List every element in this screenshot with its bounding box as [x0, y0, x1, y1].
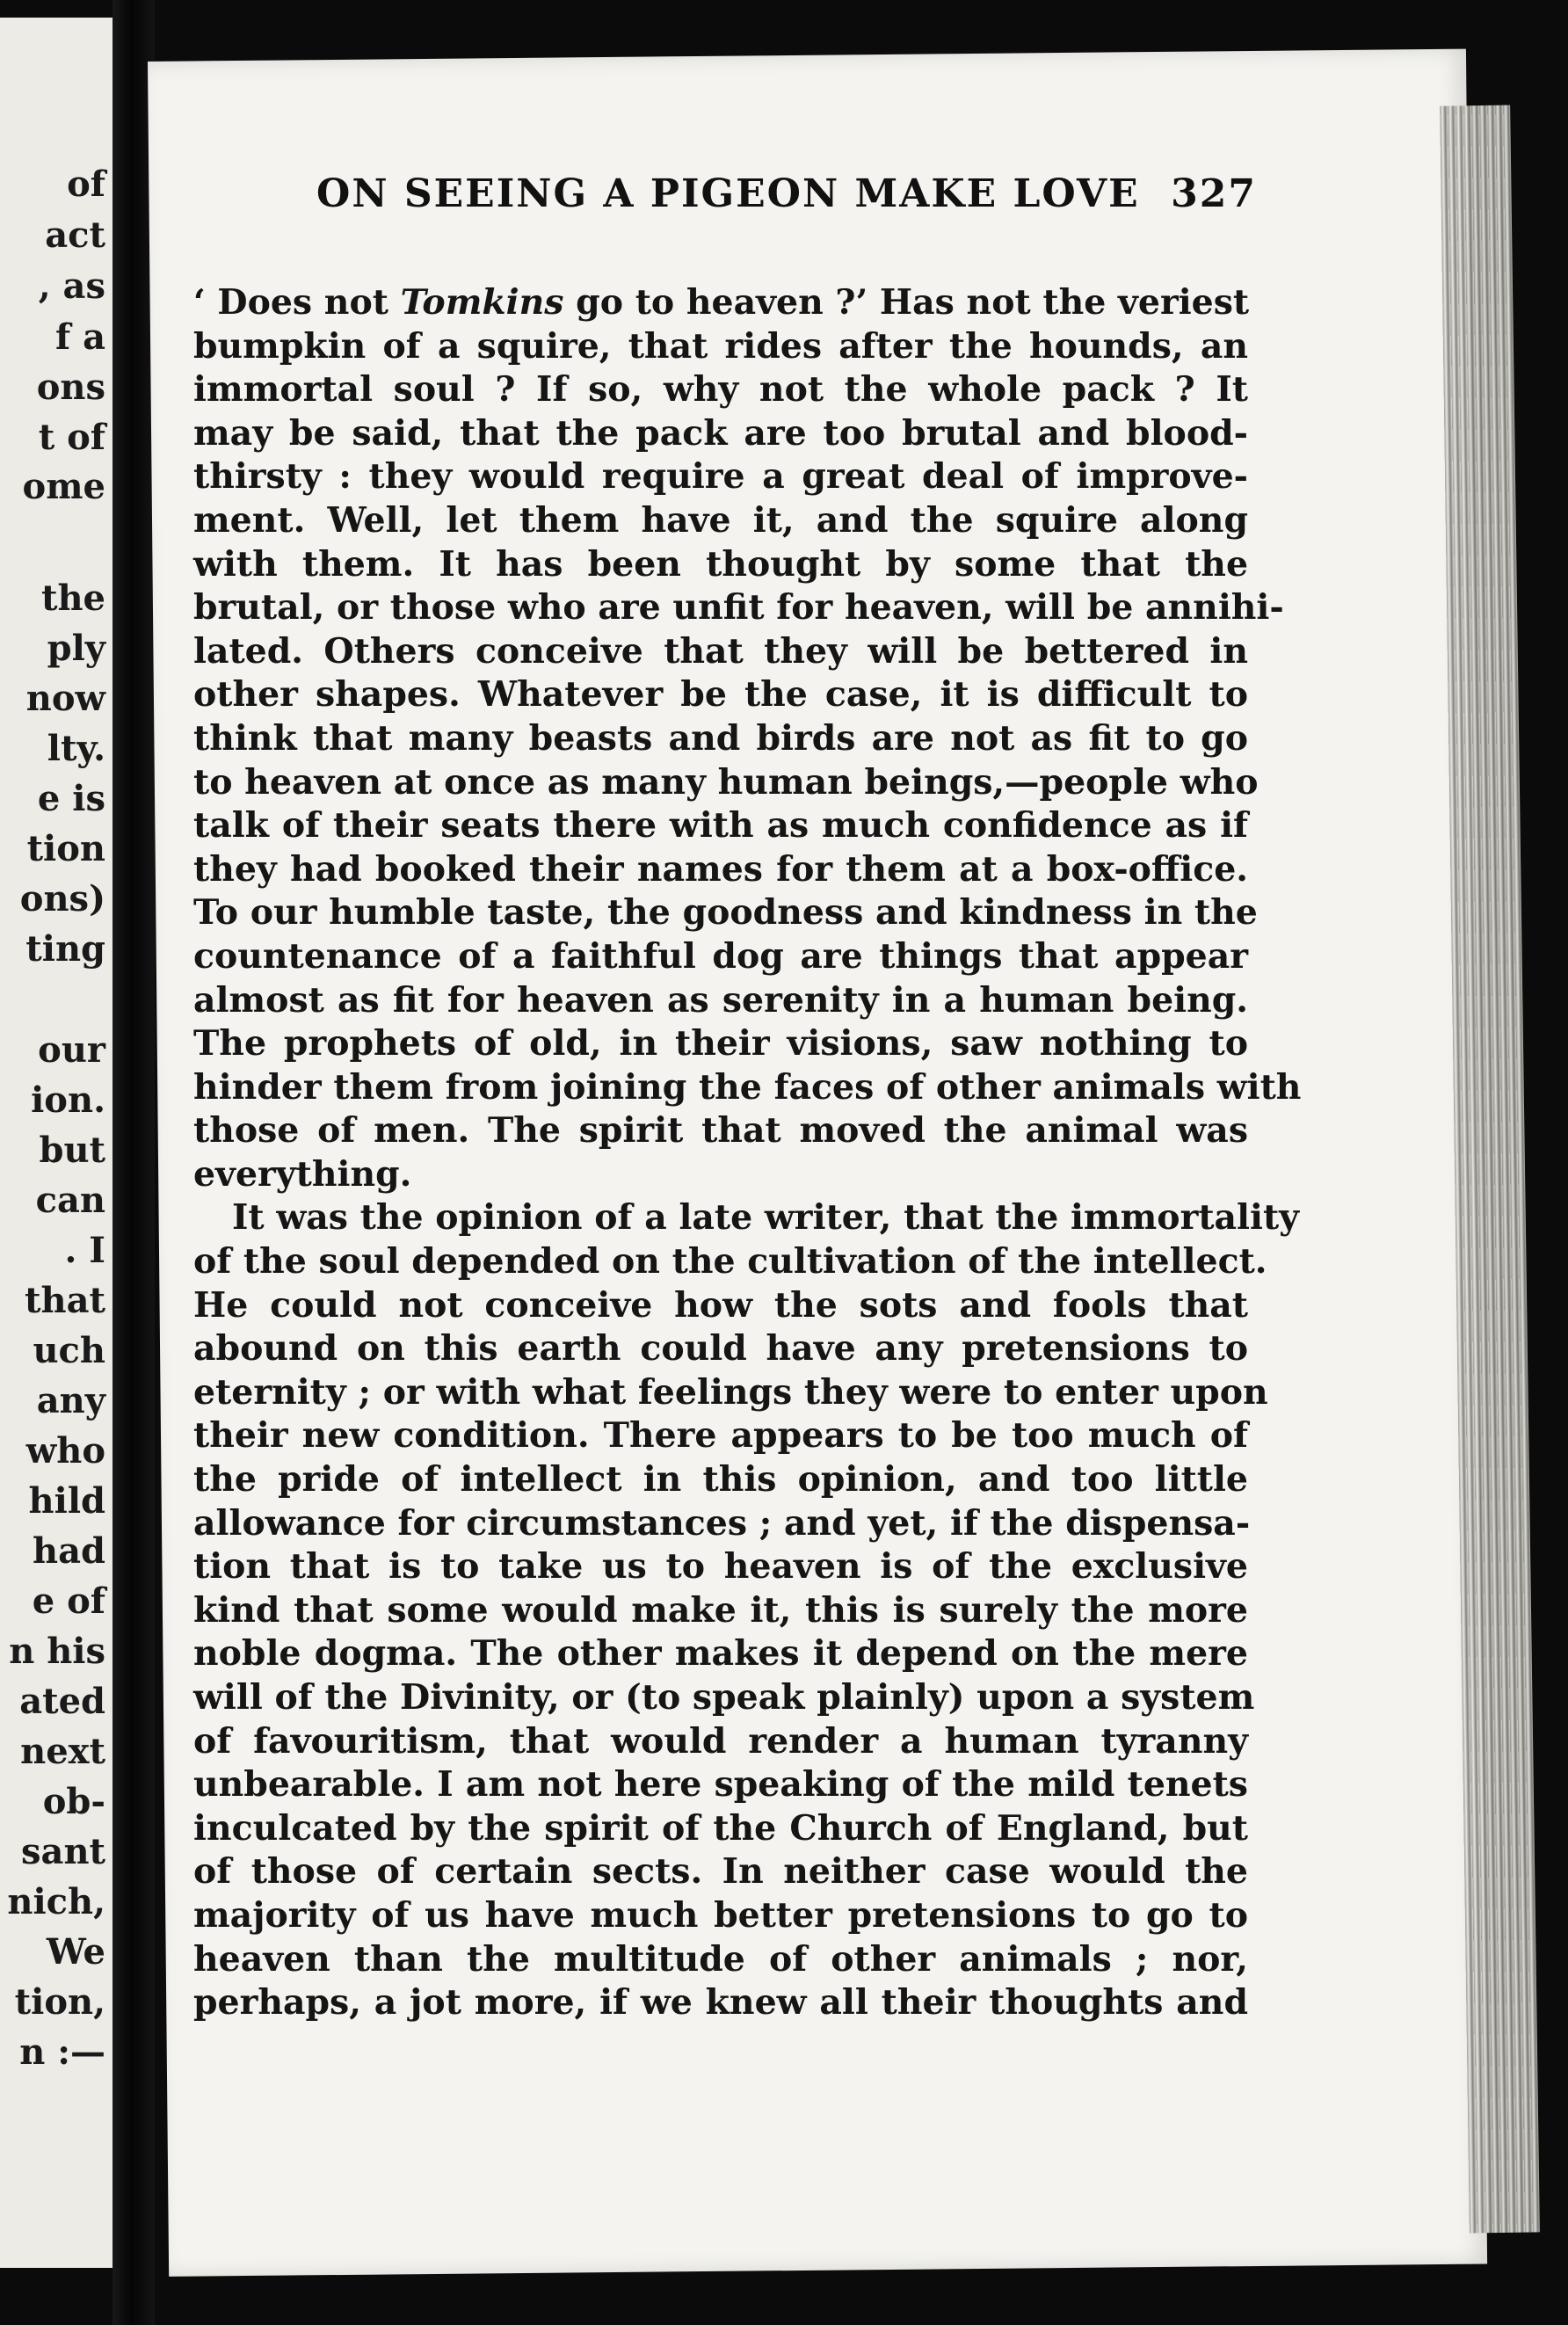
- left-page-text-fragment: hild: [28, 1480, 105, 1522]
- text-line: their new condition. There appears to be too much of: [193, 1415, 1248, 1457]
- text-line: perhaps, a jot more, if we knew all their thoughts and: [193, 1982, 1248, 2023]
- text-line: lated. Others conceive that they will be bettered in: [193, 630, 1248, 672]
- left-page-text-fragment: lty.: [47, 728, 105, 769]
- text-line: with them. It has been thought by some that the: [193, 543, 1248, 585]
- text-line: allowance for circumstances ; and yet, if the dispensa-: [193, 1502, 1251, 1544]
- left-page-text-fragment: tion: [26, 828, 105, 869]
- left-page-text-fragment: , as: [38, 265, 105, 307]
- left-page-text-fragment: of: [67, 163, 105, 205]
- text-line: unbearable. I am not here speaking of the mild tenets: [193, 1764, 1248, 1806]
- text-line: other shapes. Whatever be the case, it is difficult to: [193, 674, 1248, 716]
- left-page-text-fragment: but: [39, 1130, 105, 1171]
- text-line: tion that is to take us to heaven is of the exclusive: [193, 1546, 1248, 1588]
- text-line: noble dogma. The other makes it depend on the mere: [193, 1633, 1248, 1675]
- left-page-text-fragment: tion,: [14, 1981, 105, 2023]
- text-line: eternity ; or with what feelings they were to enter upon: [193, 1371, 1268, 1413]
- running-title: ON SEEING A PIGEON MAKE LOVE: [316, 171, 1140, 216]
- text-line: bumpkin of a squire, that rides after the hounds, an: [193, 325, 1248, 367]
- text-line: heaven than the multitude of other animals ; nor,: [193, 1938, 1248, 1980]
- left-page-text-fragment: the: [40, 578, 105, 619]
- left-page-text-fragment: that: [25, 1280, 105, 1321]
- text-line: think that many beasts and birds are not as fit to go: [193, 717, 1248, 759]
- paragraph-1: [193, 325, 1302, 1197]
- left-page-text-fragment: who: [25, 1430, 105, 1471]
- text-line: of favouritism, that would render a human tyranny: [193, 1720, 1248, 1762]
- left-page-text-fragment: ion.: [31, 1079, 105, 1121]
- text-line: To our humble taste, the goodness and kindness in the: [193, 892, 1258, 934]
- text-line: He could not conceive how the sots and fools that: [193, 1284, 1248, 1326]
- paragraph-2: [193, 1196, 1300, 2024]
- left-page-text-fragment: ply: [47, 628, 105, 669]
- left-page-text-fragment: can: [35, 1180, 105, 1221]
- left-page-text-fragment: ated: [19, 1681, 105, 1722]
- left-page-text-fragment: sant: [21, 1831, 105, 1872]
- text-line: almost as fit for heaven as serenity in a human being.: [193, 979, 1248, 1021]
- left-page-text-fragment: . I: [64, 1230, 105, 1271]
- left-page-text-fragment: e of: [32, 1580, 105, 1622]
- text-line: The prophets of old, in their visions, saw nothing to: [193, 1023, 1248, 1064]
- text-line: inculcated by the spirit of the Church of England, but: [193, 1807, 1248, 1849]
- left-page-margin: [0, 18, 113, 2268]
- text-line: majority of us have much better pretensions to go to: [193, 1894, 1248, 1936]
- text-line: those of men. The spirit that moved the animal was: [193, 1110, 1248, 1152]
- text-line: hinder them from joining the faces of other animals with: [193, 1066, 1302, 1108]
- text-line: kind that some would make it, this is surely the more: [193, 1589, 1248, 1631]
- text-line: It was the opinion of a late writer, that the immortality: [232, 1197, 1300, 1239]
- left-page-text-fragment: uch: [33, 1330, 105, 1371]
- body-text: [193, 281, 1302, 2025]
- left-page-text-fragment: We: [46, 1931, 105, 1973]
- text-line: ment. Well, let them have it, and the squire along: [193, 499, 1248, 541]
- left-page-text-fragment: ome: [22, 466, 105, 507]
- left-page-text-fragment: now: [25, 678, 105, 719]
- page-number: 327: [1171, 171, 1257, 216]
- text-line: brutal, or those who are unfit for heaven, will be annihi-: [193, 587, 1284, 628]
- text-line: immortal soul ? If so, why not the whole pack ? It: [193, 369, 1248, 411]
- book-gutter: [113, 0, 155, 2325]
- text-line: may be said, that the pack are too brutal and blood-: [193, 412, 1248, 454]
- left-page-text-fragment: n :—: [19, 2031, 105, 2073]
- text-line: to heaven at once as many human beings,—people who: [193, 761, 1259, 803]
- left-page-text-fragment: any: [36, 1380, 105, 1421]
- left-page-text-fragment: ons): [19, 878, 105, 919]
- text-line: of those of certain sects. In neither case would the: [193, 1851, 1248, 1893]
- text-line: will of the Divinity, or (to speak plainly) upon a system: [193, 1677, 1255, 1718]
- left-page-text-fragment: ob-: [42, 1781, 105, 1822]
- left-page-text-fragment: n his: [9, 1631, 105, 1672]
- text-line: they had booked their names for them at a box-office.: [193, 848, 1248, 890]
- left-page-text-fragment: t of: [38, 417, 105, 458]
- text-line: thirsty : they would require a great deal of improve-: [193, 456, 1248, 498]
- text-line: abound on this earth could have any pretensions to: [193, 1328, 1248, 1370]
- italic-name: Tomkins: [400, 282, 564, 323]
- left-page-text-fragment: nich,: [7, 1881, 105, 1922]
- left-page-text-fragment: had: [33, 1530, 105, 1572]
- text-line: countenance of a faithful dog are things that appear: [193, 935, 1248, 977]
- text-line: ‘ Does not Tomkins go to heaven ?’ Has not the veriest: [193, 282, 1250, 323]
- left-page-text-fragment: ting: [25, 928, 105, 970]
- left-page-text-fragment: act: [45, 214, 105, 256]
- text-line: everything.: [193, 1153, 412, 1195]
- left-page-text-fragment: e is: [37, 778, 105, 819]
- text-line: the pride of intellect in this opinion, and too little: [193, 1459, 1248, 1500]
- left-page-text-fragment: ons: [36, 367, 105, 408]
- left-page-text-fragment: our: [38, 1029, 105, 1071]
- left-page-text-fragment: f a: [54, 316, 105, 358]
- left-page-text-fragment: next: [20, 1731, 105, 1772]
- text-line: of the soul depended on the cultivation of the intellect.: [193, 1241, 1267, 1282]
- text-line: talk of their seats there with as much confidence as if: [193, 805, 1248, 846]
